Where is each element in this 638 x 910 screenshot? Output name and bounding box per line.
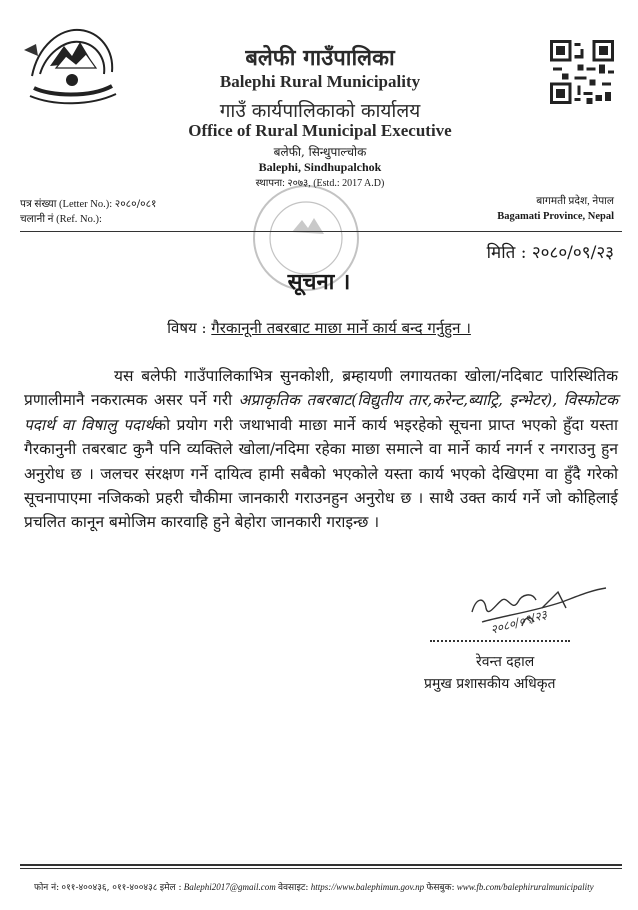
letter-number-value: २०८०/०८१ (114, 198, 157, 210)
subject-line (0, 318, 638, 338)
handwritten-signature (462, 578, 612, 638)
notice-title: सूचना । (287, 269, 351, 295)
notice-body (24, 364, 618, 535)
nepal-emblem-icon (20, 16, 124, 108)
letter-number (20, 197, 157, 211)
body-italic-1: अप्राकृतिक तबरबाट(विद्युतीय तार,करेन्ट,ब्याट्रि, इन्भेटर), विस्फोटक पदार्थ वा विषालु पदार्थ (24, 391, 618, 434)
municipality-name-en: Balephi Rural Municipality (219, 72, 421, 91)
reference-number-label: चलानी नं (Ref. No.): (20, 214, 102, 225)
established: स्थापना: २०७३, (Estd.: 2017 A.D) (255, 178, 385, 189)
body-part-1: यस बलेफी गाउँपालिकाभित्र सुनकोशी, ब्रम्हायणी लगायतका खोला/नदिबाट पारिस्थितिक प्रणालीमानै नकरात्मक असर पर्ने गरी (24, 367, 618, 410)
footer-contact (34, 880, 594, 893)
facebook-link[interactable]: www.fb.com/balephiruralmunicipality (456, 882, 594, 892)
email-label: इमेल : (159, 883, 182, 893)
signature-date: २०८०/०९/२३ (488, 607, 549, 637)
footer-divider-thin (20, 868, 622, 869)
subject-label: विषय : (167, 319, 207, 337)
province-np: बागमती प्रदेश, नेपाल (536, 196, 614, 207)
facebook-label: फेसबुक: (426, 883, 455, 893)
body-part-2: को प्रयोग गरी जथाभावी माछा मार्ने कार्य भइरहेको सूचना प्राप्त भएको हुँदा यस्ता गैरकानुनी तबरबाट कुनै पनि व्यक्तिले खोला/नदिमा रहेका माछा समात्ने वा मार्ने कार्य नगर्न र नगराउनु हुन अनुरोध छ । जलचर संरक्षण गर्ने दायित्व हामी सबैको भएकोले यस्ता कार्य भएको देखिएमा वा हुँदै गरेको सूचनापाएमा नजिकको प्रहरी चौकीमा जानकारी गराउनहुन अनुरोध छ । साथै उक्त कार्य गर्ने जो कोहिलाई प्रचलित कानून बमोजिम कारवाहि हुने बेहोरा जानकारी गराइन्छ । (24, 415, 618, 532)
subject-text: गैरकानूनी तबरबाट माछा मार्ने कार्य बन्द गर्नुहुन । (211, 319, 471, 337)
province-en: Bagamati Province, Nepal (497, 211, 614, 222)
signer-name: रेवन्त दहाल (476, 654, 535, 670)
notice-date: मिति : २०८०/०९/२३ (486, 243, 614, 263)
signature-line (430, 640, 570, 642)
email-value[interactable]: Balephi2017@gmail.com (183, 882, 276, 892)
municipality-name-np: बलेफी गाउँपालिका (245, 45, 395, 71)
office-name-np: गाउँ कार्यपालिकाको कार्यालय (219, 100, 421, 122)
address-en: Balephi, Sindhupalchok (258, 160, 382, 174)
address-np: बलेफी, सिन्धुपाल्चोक (273, 145, 367, 159)
phone-value: ०११-४००४३६, ०११-४००४३८ (61, 883, 158, 893)
header-divider (20, 231, 622, 232)
website-label: वेवसाइट: (278, 883, 309, 893)
office-name-en: Office of Rural Municipal Executive (188, 121, 452, 140)
qr-code-icon (550, 40, 614, 104)
phone-label: फोन नं: (34, 883, 60, 893)
signer-title: प्रमुख प्रशासकीय अधिकृत (424, 676, 556, 692)
website-link[interactable]: https://www.balephimun.gov.np (310, 882, 425, 892)
letter-number-label: पत्र संख्या (Letter No.): (20, 199, 113, 210)
footer-divider (20, 864, 622, 866)
